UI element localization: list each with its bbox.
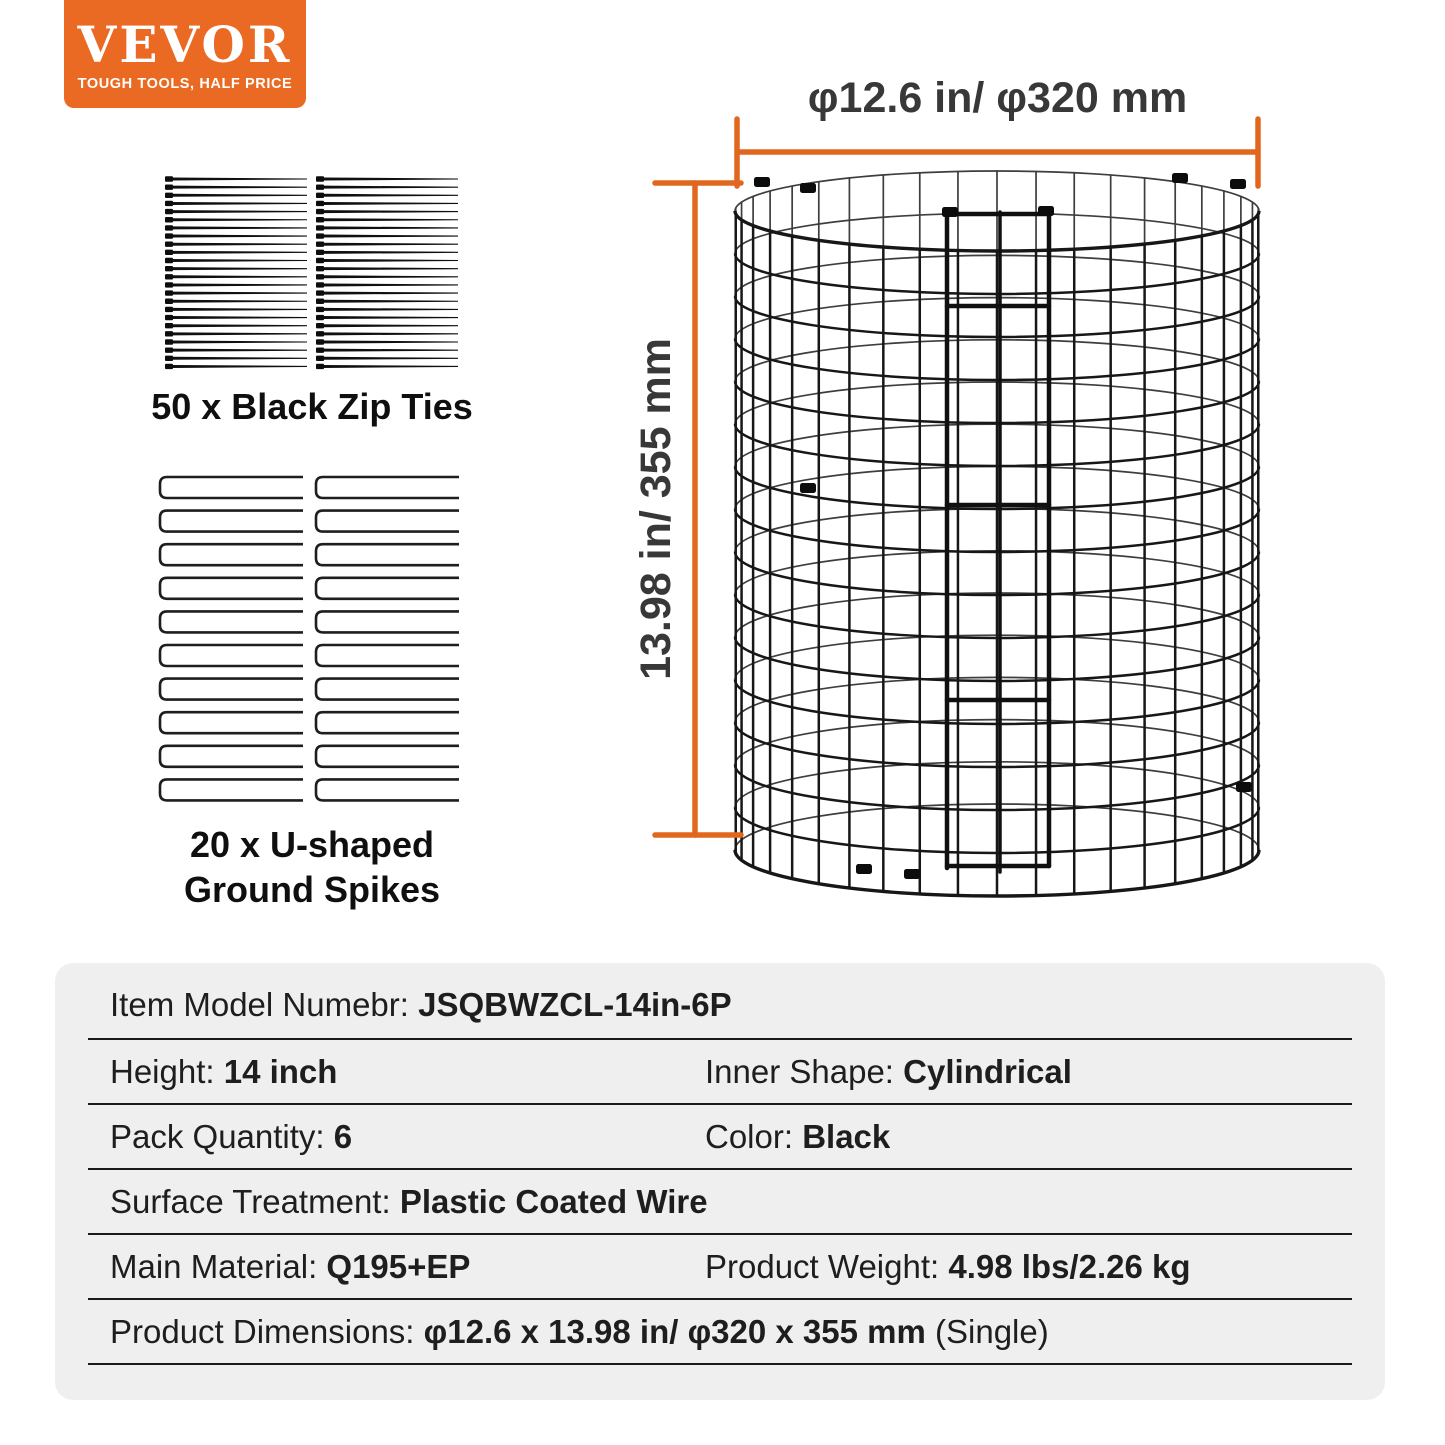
spec-label: Item Model Numebr: (110, 985, 419, 1023)
ground-spikes-label (112, 822, 512, 912)
spec-value: φ12.6 x 13.98 in/ φ320 x 355 mm (423, 1312, 926, 1350)
height-dimension-label: 13.98 in/ 355 mm (632, 338, 680, 680)
brand-name: VEVOR (77, 14, 293, 74)
spec-cell-height (110, 1053, 337, 1091)
spec-row-height-shape (55, 1040, 1385, 1103)
spec-label: Inner Shape: (705, 1052, 904, 1090)
spec-row-model (55, 963, 1385, 1038)
spec-value: 6 (333, 1117, 353, 1155)
spec-cell-surface (110, 1183, 708, 1221)
ground-spikes-illustration (150, 468, 470, 823)
ground-spikes-label-line1: 20 x U-shaped (189, 824, 435, 865)
spec-cell-pack-quantity (110, 1118, 352, 1156)
spec-label: Product Weight: (705, 1247, 949, 1285)
spec-cell-model (110, 986, 732, 1024)
spec-cell-color (705, 1105, 890, 1168)
spec-value: Cylindrical (903, 1052, 1072, 1090)
diameter-dimension-label: φ12.6 in/ φ320 mm (807, 74, 1188, 122)
spec-value: Black (802, 1117, 891, 1155)
zip-ties-label: 50 x Black Zip Ties (151, 386, 473, 427)
spec-label: Product Dimensions: (110, 1312, 424, 1350)
spec-label: Pack Quantity: (110, 1117, 334, 1155)
brand-tagline: TOUGH TOOLS, HALF PRICE (77, 75, 293, 92)
ground-spikes-label-line2: Ground Spikes (183, 869, 441, 910)
spec-cell-inner-shape (705, 1040, 1072, 1103)
spec-cell-weight (705, 1235, 1191, 1298)
spec-row-material-weight (55, 1235, 1385, 1298)
spec-value: 14 inch (223, 1052, 338, 1090)
zip-ties-illustration (150, 170, 470, 375)
spec-value: JSQBWZCL-14in-6P (418, 985, 732, 1023)
spec-value: Q195+EP (326, 1247, 471, 1285)
spec-label: Main Material: (110, 1247, 327, 1285)
spec-label: Color: (705, 1117, 803, 1155)
spec-row-surface (55, 1170, 1385, 1233)
spec-label: Height: (110, 1052, 224, 1090)
row-divider (88, 1363, 1352, 1365)
spec-row-quantity-color (55, 1105, 1385, 1168)
spec-cell-dimensions (110, 1313, 1049, 1351)
spec-value: Plastic Coated Wire (399, 1182, 708, 1220)
spec-row-dimensions (55, 1300, 1385, 1363)
spec-suffix: (Single) (925, 1312, 1049, 1350)
vevor-logo (64, 0, 306, 108)
spec-cell-material (110, 1248, 470, 1286)
spec-table (55, 963, 1385, 1400)
spec-label: Surface Treatment: (110, 1182, 400, 1220)
spec-value: 4.98 lbs/2.26 kg (948, 1247, 1191, 1285)
